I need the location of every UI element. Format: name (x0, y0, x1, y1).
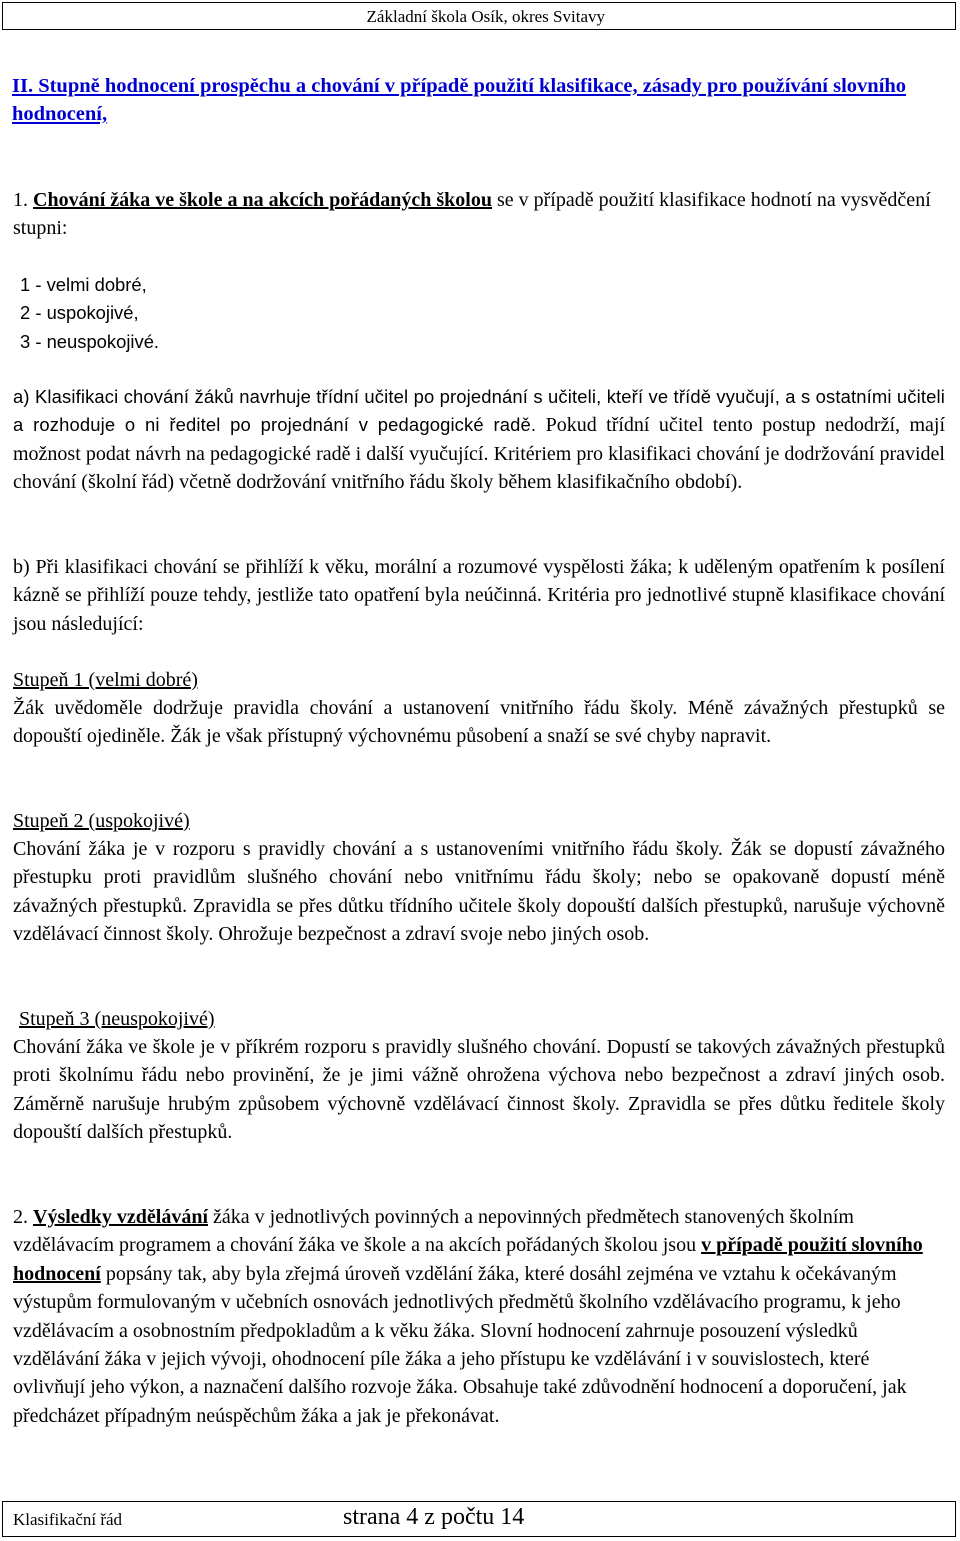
grade2-text: Chování žáka je v rozporu s pravidly chování a s ustanoveními vnitřního řádu školy. Žák se dopustí závažného přestupku proti pravidlům slušného chování nebo vnitřnímu řádu školy; nebo se opakovaně dopustí méně závažných přestupků. Zpravidla se přes důtku třídního učitele školy dopouští dalších přestupků, narušuje výchovně vzdělávací činnost školy. Ohrožuje bezpečnost a zdraví svoje nebo jiných osob. (13, 838, 945, 946)
grade3-heading: Stupeň 3 (neuspokojivé) (19, 1008, 215, 1030)
grade2-heading: Stupeň 2 (uspokojivé) (13, 810, 190, 832)
section2-emphasis: v případě použití slovního hodnocení (13, 1234, 923, 1285)
page-header (2, 2, 956, 30)
section2-part1: žáka v jednotlivých povinných a nepovinných předmětech stanovených školním vzdělávacím programem a chování žáka ve škole a na akcích pořádaných školou jsou (13, 1206, 854, 1257)
section2-number: 2. (13, 1206, 28, 1228)
paragraph-b-main: b) Při klasifikaci chování se přihlíží k věku, morální a rozumové vyspělosti žáka; k uděleným opatřením k posílení kázně se přihlíží pouze tehdy, jestliže tato opatření byla neúčinná. (13, 556, 945, 607)
section1-number: 1. (13, 189, 28, 211)
list-item: 2 - uspokojivé, (20, 302, 139, 324)
grade1-text: Žák uvědoměle dodržuje pravidla chování a ustanovení vnitřního řádu školy. Méně závažných přestupků se dopouští ojediněle. Žák je však přístupný výchovnému působení a snaží se své chyby napravit. (13, 697, 945, 748)
list-item: 3 - neuspokojivé. (20, 330, 160, 352)
grade1-heading: Stupeň 1 (velmi dobré) (13, 669, 198, 691)
section-title: II. Stupně hodnocení prospěchu a chování v případě použití klasifikace, zásady pro používání slovního hodnocení, (12, 75, 907, 125)
section1-lead: Chování žáka ve škole a na akcích pořádaných školou (33, 189, 492, 211)
school-name: Základní škola Osík, okres Svitavy (366, 7, 605, 26)
paragraph-a-serif: Pokud třídní učitel tento postup nedodrží, mají možnost podat návrh na pedagogické radě i další vyučující. Kritériem pro klasifikaci chování je dodržování pravidel chování (školní řád) včetně dodržování vnitřního řádu školy během klasifikačního období). (13, 414, 945, 494)
footer-page-number: strana 4 z počtu 14 (343, 1504, 525, 1530)
paragraph-b-tail: Kritéria pro jednotlivé stupně klasifikace chování jsou následující: (13, 584, 945, 635)
grade3-text: Chování žáka ve škole je v příkrém rozporu s pravidly slušného chování. Dopustí se takových závažných přestupků proti školnímu řádu nebo provinění, že je jimi vážně ohrožena výchova nebo bezpečnost a zdraví jiných osob. Záměrně narušuje hrubým způsobem výchovně vzdělávací činnost školy. Zpravidla se přes důtku ředitele školy dopouští dalších přestupků. (13, 1036, 945, 1144)
section1-intro (13, 186, 945, 243)
section2-paragraph (13, 1203, 945, 1430)
section2-part2: popsány tak, aby byla zřejmá úroveň vzdělání žáka, které dosáhl zejména ve vztahu k očekávaným výstupům formulovaným v učebních osnovách jednotlivých předmětů školního vzdělávacího programu, k jeho vzdělávacím a osobnostním předpokladům a k věku žáka. Slovní hodnocení zahrnuje posouzení výsledků vzdělávání žáka v jejich vývoji, ohodnocení píle žáka a jeho přístupu ke vzdělávání i v souvislostech, které ovlivňují jeho výkon, a naznačení dalšího rozvoje žáka. Obsahuje také zdůvodnění hodnocení a doporučení, jak předcházet případným neúspěchům žáka a jak je překonávat. (13, 1262, 907, 1427)
paragraph-b (13, 553, 945, 638)
page-footer (2, 1501, 956, 1537)
section2-lead: Výsledky vzdělávání (33, 1206, 209, 1228)
list-item: 1 - velmi dobré, (20, 274, 147, 295)
paragraph-a (13, 383, 945, 497)
paragraph-a-sans: a) Klasifikaci chování žáků navrhuje třídní učitel po projednání s učiteli, kteří ve třídě vyučují, a s ostatními učiteli a rozhoduje o ni ředitel po projednání v pedagogické radě. (13, 386, 945, 436)
section1-rest: se v případě použití klasifikace hodnotí na vysvědčení stupni: (13, 189, 931, 240)
footer-document-name: Klasifikační řád (13, 1510, 123, 1529)
grade-list (20, 271, 159, 356)
